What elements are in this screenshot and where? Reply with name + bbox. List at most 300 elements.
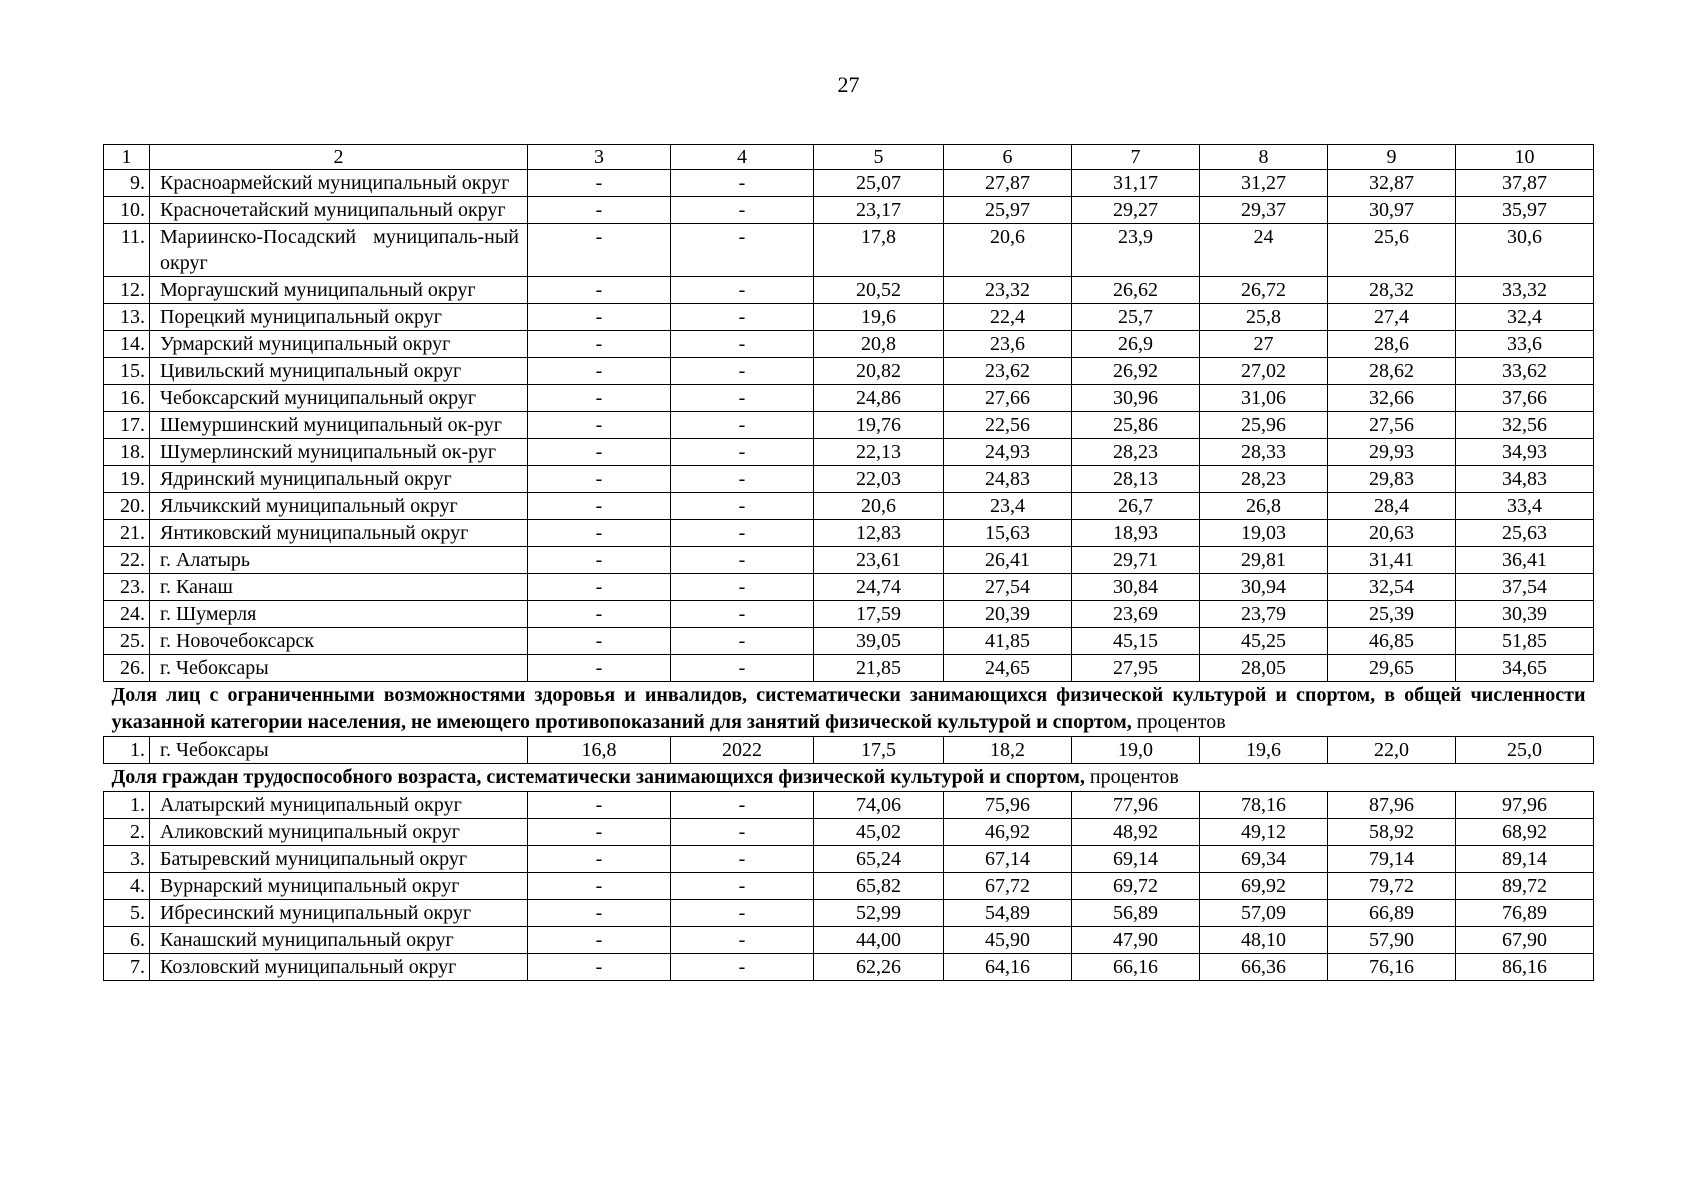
row-number: 14. — [104, 331, 150, 358]
target-value-col-6: 20,6 — [944, 224, 1072, 277]
municipality-name: Аликовский муниципальный округ — [150, 819, 528, 846]
baseline-value: - — [528, 493, 671, 520]
target-value-col-7: 69,72 — [1072, 873, 1200, 900]
municipality-name: Канашский муниципальный округ — [150, 927, 528, 954]
target-value-col-9: 32,66 — [1328, 385, 1456, 412]
target-value-col-9: 29,93 — [1328, 439, 1456, 466]
target-value-col-9: 28,4 — [1328, 493, 1456, 520]
section-header-row — [104, 682, 1594, 737]
row-number: 3. — [104, 846, 150, 873]
target-value-col-10: 97,96 — [1456, 792, 1594, 819]
target-value-col-6: 27,54 — [944, 574, 1072, 601]
target-value-col-8: 25,96 — [1200, 412, 1328, 439]
target-value-col-5: 20,6 — [814, 493, 944, 520]
target-value-col-9: 25,39 — [1328, 601, 1456, 628]
baseline-year: - — [671, 601, 814, 628]
row-number: 16. — [104, 385, 150, 412]
baseline-year: - — [671, 954, 814, 981]
target-value-col-5: 12,83 — [814, 520, 944, 547]
table-row — [104, 277, 1594, 304]
municipality-name: Цивильский муниципальный округ — [150, 358, 528, 385]
target-value-col-8: 28,05 — [1200, 655, 1328, 682]
baseline-value: - — [528, 331, 671, 358]
target-value-col-5: 65,24 — [814, 846, 944, 873]
row-number: 25. — [104, 628, 150, 655]
row-number: 10. — [104, 197, 150, 224]
target-value-col-6: 54,89 — [944, 900, 1072, 927]
target-value-col-6: 25,97 — [944, 197, 1072, 224]
baseline-year: - — [671, 547, 814, 574]
target-value-col-5: 17,5 — [814, 737, 944, 764]
target-value-col-6: 45,90 — [944, 927, 1072, 954]
table-row — [104, 304, 1594, 331]
target-value-col-7: 23,9 — [1072, 224, 1200, 277]
table-row — [104, 466, 1594, 493]
municipality-name: Красночетайский муниципальный округ — [150, 197, 528, 224]
baseline-year: - — [671, 197, 814, 224]
municipality-name: Мариинско-Посадский муниципаль-ный округ — [150, 224, 528, 277]
baseline-value: - — [528, 601, 671, 628]
target-value-col-10: 89,14 — [1456, 846, 1594, 873]
page-number: 27 — [837, 72, 860, 97]
baseline-year: - — [671, 846, 814, 873]
baseline-year: - — [671, 170, 814, 197]
municipality-name: Алатырский муниципальный округ — [150, 792, 528, 819]
target-value-col-10: 37,87 — [1456, 170, 1594, 197]
section-header-row — [104, 764, 1594, 792]
row-number: 18. — [104, 439, 150, 466]
target-value-col-10: 33,4 — [1456, 493, 1594, 520]
row-number: 15. — [104, 358, 150, 385]
section-unit: процентов — [1084, 766, 1179, 788]
baseline-value: - — [528, 954, 671, 981]
section-title-bold: Доля лиц с ограниченными возможностями здоровья и инвалидов, систематически занимающихся физической культурой и спортом, в общей численности указанной категории населения, не имеющего противопоказаний для занятий физической культурой и спортом, — [111, 684, 1586, 733]
target-value-col-9: 27,56 — [1328, 412, 1456, 439]
target-value-col-9: 28,62 — [1328, 358, 1456, 385]
baseline-value: - — [528, 358, 671, 385]
target-value-col-9: 25,6 — [1328, 224, 1456, 277]
table-row — [104, 927, 1594, 954]
target-value-col-10: 33,62 — [1456, 358, 1594, 385]
table-row — [104, 224, 1594, 277]
baseline-value: - — [528, 170, 671, 197]
header-row — [104, 145, 1594, 170]
table-row — [104, 520, 1594, 547]
column-number-3: 3 — [528, 145, 671, 170]
municipality-name: Козловский муниципальный округ — [150, 954, 528, 981]
target-value-col-5: 19,6 — [814, 304, 944, 331]
target-value-col-10: 33,6 — [1456, 331, 1594, 358]
row-number: 13. — [104, 304, 150, 331]
target-value-col-6: 23,6 — [944, 331, 1072, 358]
target-value-col-7: 28,23 — [1072, 439, 1200, 466]
target-value-col-6: 46,92 — [944, 819, 1072, 846]
target-value-col-7: 18,93 — [1072, 520, 1200, 547]
target-value-col-8: 27,02 — [1200, 358, 1328, 385]
row-number: 20. — [104, 493, 150, 520]
table-row — [104, 547, 1594, 574]
target-value-col-6: 22,4 — [944, 304, 1072, 331]
baseline-year: - — [671, 792, 814, 819]
target-value-col-6: 75,96 — [944, 792, 1072, 819]
target-value-col-8: 28,33 — [1200, 439, 1328, 466]
target-value-col-7: 26,9 — [1072, 331, 1200, 358]
target-value-col-10: 30,39 — [1456, 601, 1594, 628]
row-number: 5. — [104, 900, 150, 927]
target-value-col-7: 30,96 — [1072, 385, 1200, 412]
column-number-2: 2 — [150, 145, 528, 170]
municipality-name: Красноармейский муниципальный округ — [150, 170, 528, 197]
baseline-value: - — [528, 197, 671, 224]
target-value-col-8: 57,09 — [1200, 900, 1328, 927]
target-value-col-5: 65,82 — [814, 873, 944, 900]
target-value-col-9: 31,41 — [1328, 547, 1456, 574]
baseline-value: - — [528, 900, 671, 927]
table-row — [104, 493, 1594, 520]
target-value-col-5: 23,17 — [814, 197, 944, 224]
row-number: 22. — [104, 547, 150, 574]
target-value-col-6: 24,65 — [944, 655, 1072, 682]
target-value-col-9: 22,0 — [1328, 737, 1456, 764]
table-row — [104, 846, 1594, 873]
target-value-col-9: 58,92 — [1328, 819, 1456, 846]
municipality-name: г. Канаш — [150, 574, 528, 601]
column-number-1: 1 — [104, 145, 150, 170]
row-number: 12. — [104, 277, 150, 304]
baseline-value: - — [528, 628, 671, 655]
municipality-name: Моргаушский муниципальный округ — [150, 277, 528, 304]
baseline-value: - — [528, 520, 671, 547]
baseline-value: - — [528, 873, 671, 900]
baseline-year: - — [671, 927, 814, 954]
municipality-name: Ядринский муниципальный округ — [150, 466, 528, 493]
baseline-year: - — [671, 304, 814, 331]
target-value-col-7: 27,95 — [1072, 655, 1200, 682]
municipality-name: Шумерлинский муниципальный ок-руг — [150, 439, 528, 466]
target-value-col-9: 57,90 — [1328, 927, 1456, 954]
baseline-value: - — [528, 927, 671, 954]
target-value-col-5: 17,8 — [814, 224, 944, 277]
baseline-year: 2022 — [671, 737, 814, 764]
target-value-col-6: 23,4 — [944, 493, 1072, 520]
target-value-col-10: 32,4 — [1456, 304, 1594, 331]
target-value-col-8: 29,37 — [1200, 197, 1328, 224]
target-value-col-9: 29,65 — [1328, 655, 1456, 682]
baseline-year: - — [671, 900, 814, 927]
target-value-col-7: 26,7 — [1072, 493, 1200, 520]
target-value-col-10: 32,56 — [1456, 412, 1594, 439]
table-row — [104, 601, 1594, 628]
table-row — [104, 170, 1594, 197]
baseline-year: - — [671, 224, 814, 277]
row-number: 4. — [104, 873, 150, 900]
target-value-col-9: 32,54 — [1328, 574, 1456, 601]
target-value-col-7: 77,96 — [1072, 792, 1200, 819]
baseline-value: - — [528, 412, 671, 439]
target-value-col-7: 23,69 — [1072, 601, 1200, 628]
baseline-value: - — [528, 466, 671, 493]
target-value-col-9: 29,83 — [1328, 466, 1456, 493]
target-value-col-8: 24 — [1200, 224, 1328, 277]
target-value-col-7: 25,7 — [1072, 304, 1200, 331]
municipality-name: Яльчикский муниципальный округ — [150, 493, 528, 520]
baseline-value: - — [528, 277, 671, 304]
target-value-col-7: 66,16 — [1072, 954, 1200, 981]
target-value-col-5: 62,26 — [814, 954, 944, 981]
row-number: 21. — [104, 520, 150, 547]
target-value-col-5: 45,02 — [814, 819, 944, 846]
target-value-col-5: 24,74 — [814, 574, 944, 601]
baseline-year: - — [671, 819, 814, 846]
target-value-col-8: 30,94 — [1200, 574, 1328, 601]
row-number: 7. — [104, 954, 150, 981]
target-value-col-8: 69,92 — [1200, 873, 1328, 900]
target-value-col-8: 25,8 — [1200, 304, 1328, 331]
target-value-col-6: 67,14 — [944, 846, 1072, 873]
row-number: 6. — [104, 927, 150, 954]
table-row — [104, 628, 1594, 655]
baseline-year: - — [671, 873, 814, 900]
target-value-col-10: 34,93 — [1456, 439, 1594, 466]
target-value-col-5: 20,82 — [814, 358, 944, 385]
baseline-value: - — [528, 655, 671, 682]
table-row — [104, 655, 1594, 682]
municipality-name: г. Чебоксары — [150, 737, 528, 764]
municipality-name: г. Новочебоксарск — [150, 628, 528, 655]
column-number-5: 5 — [814, 145, 944, 170]
target-value-col-9: 30,97 — [1328, 197, 1456, 224]
row-number: 11. — [104, 224, 150, 277]
target-value-col-8: 69,34 — [1200, 846, 1328, 873]
column-number-10: 10 — [1456, 145, 1594, 170]
table-row — [104, 412, 1594, 439]
target-value-col-10: 25,63 — [1456, 520, 1594, 547]
target-value-col-10: 89,72 — [1456, 873, 1594, 900]
row-number: 1. — [104, 792, 150, 819]
target-value-col-7: 25,86 — [1072, 412, 1200, 439]
municipality-name: Вурнарский муниципальный округ — [150, 873, 528, 900]
target-value-col-5: 17,59 — [814, 601, 944, 628]
row-number: 26. — [104, 655, 150, 682]
target-value-col-7: 30,84 — [1072, 574, 1200, 601]
column-number-7: 7 — [1072, 145, 1200, 170]
column-number-8: 8 — [1200, 145, 1328, 170]
baseline-value: 16,8 — [528, 737, 671, 764]
target-value-col-6: 24,83 — [944, 466, 1072, 493]
target-value-col-6: 27,87 — [944, 170, 1072, 197]
municipality-name: Янтиковский муниципальный округ — [150, 520, 528, 547]
target-value-col-9: 27,4 — [1328, 304, 1456, 331]
target-value-col-8: 19,6 — [1200, 737, 1328, 764]
target-value-col-9: 28,6 — [1328, 331, 1456, 358]
baseline-value: - — [528, 224, 671, 277]
target-value-col-6: 22,56 — [944, 412, 1072, 439]
table-row — [104, 737, 1594, 764]
target-value-col-5: 20,52 — [814, 277, 944, 304]
target-value-col-10: 37,66 — [1456, 385, 1594, 412]
row-number: 9. — [104, 170, 150, 197]
target-value-col-10: 35,97 — [1456, 197, 1594, 224]
target-value-col-9: 87,96 — [1328, 792, 1456, 819]
row-number: 1. — [104, 737, 150, 764]
target-value-col-8: 48,10 — [1200, 927, 1328, 954]
table-row — [104, 792, 1594, 819]
column-number-4: 4 — [671, 145, 814, 170]
target-value-col-5: 22,03 — [814, 466, 944, 493]
municipality-name: Ибресинский муниципальный округ — [150, 900, 528, 927]
target-value-col-8: 28,23 — [1200, 466, 1328, 493]
baseline-value: - — [528, 304, 671, 331]
target-value-col-6: 24,93 — [944, 439, 1072, 466]
column-number-9: 9 — [1328, 145, 1456, 170]
baseline-year: - — [671, 574, 814, 601]
target-value-col-10: 67,90 — [1456, 927, 1594, 954]
target-value-col-7: 26,92 — [1072, 358, 1200, 385]
target-value-col-8: 26,72 — [1200, 277, 1328, 304]
target-value-col-5: 74,06 — [814, 792, 944, 819]
target-value-col-10: 76,89 — [1456, 900, 1594, 927]
target-value-col-8: 23,79 — [1200, 601, 1328, 628]
target-value-col-6: 26,41 — [944, 547, 1072, 574]
section-unit: процентов — [1131, 711, 1226, 733]
target-value-col-8: 19,03 — [1200, 520, 1328, 547]
baseline-year: - — [671, 520, 814, 547]
target-value-col-5: 22,13 — [814, 439, 944, 466]
baseline-year: - — [671, 655, 814, 682]
row-number: 23. — [104, 574, 150, 601]
baseline-value: - — [528, 547, 671, 574]
target-value-col-8: 78,16 — [1200, 792, 1328, 819]
municipality-name: Чебоксарский муниципальный округ — [150, 385, 528, 412]
target-value-col-10: 36,41 — [1456, 547, 1594, 574]
baseline-year: - — [671, 277, 814, 304]
target-value-col-7: 26,62 — [1072, 277, 1200, 304]
baseline-value: - — [528, 792, 671, 819]
municipality-name: г. Шумерля — [150, 601, 528, 628]
municipality-name: г. Чебоксары — [150, 655, 528, 682]
baseline-value: - — [528, 385, 671, 412]
target-value-col-10: 30,6 — [1456, 224, 1594, 277]
baseline-value: - — [528, 574, 671, 601]
baseline-year: - — [671, 466, 814, 493]
municipality-name: Урмарский муниципальный округ — [150, 331, 528, 358]
target-value-col-9: 32,87 — [1328, 170, 1456, 197]
target-value-col-8: 31,06 — [1200, 385, 1328, 412]
target-value-col-9: 79,14 — [1328, 846, 1456, 873]
municipality-name: Шемуршинский муниципальный ок-руг — [150, 412, 528, 439]
target-value-col-9: 79,72 — [1328, 873, 1456, 900]
target-value-col-5: 24,86 — [814, 385, 944, 412]
target-value-col-10: 34,83 — [1456, 466, 1594, 493]
target-value-col-8: 66,36 — [1200, 954, 1328, 981]
row-number: 2. — [104, 819, 150, 846]
target-value-col-7: 19,0 — [1072, 737, 1200, 764]
target-value-col-8: 26,8 — [1200, 493, 1328, 520]
target-value-col-7: 48,92 — [1072, 819, 1200, 846]
table-row — [104, 197, 1594, 224]
target-value-col-5: 39,05 — [814, 628, 944, 655]
table-row — [104, 900, 1594, 927]
target-value-col-5: 44,00 — [814, 927, 944, 954]
target-value-col-6: 27,66 — [944, 385, 1072, 412]
table-body — [104, 145, 1594, 981]
target-value-col-10: 86,16 — [1456, 954, 1594, 981]
target-value-col-6: 64,16 — [944, 954, 1072, 981]
target-value-col-9: 66,89 — [1328, 900, 1456, 927]
section-title — [104, 764, 1594, 792]
target-value-col-9: 20,63 — [1328, 520, 1456, 547]
target-value-col-7: 56,89 — [1072, 900, 1200, 927]
baseline-year: - — [671, 439, 814, 466]
table-row — [104, 331, 1594, 358]
target-value-col-10: 25,0 — [1456, 737, 1594, 764]
target-value-col-5: 23,61 — [814, 547, 944, 574]
municipality-name: г. Алатырь — [150, 547, 528, 574]
baseline-value: - — [528, 819, 671, 846]
target-value-col-10: 68,92 — [1456, 819, 1594, 846]
baseline-year: - — [671, 385, 814, 412]
target-value-col-8: 31,27 — [1200, 170, 1328, 197]
target-value-col-6: 18,2 — [944, 737, 1072, 764]
target-value-col-6: 67,72 — [944, 873, 1072, 900]
baseline-year: - — [671, 412, 814, 439]
target-value-col-9: 46,85 — [1328, 628, 1456, 655]
column-number-6: 6 — [944, 145, 1072, 170]
target-value-col-9: 76,16 — [1328, 954, 1456, 981]
target-value-col-5: 21,85 — [814, 655, 944, 682]
target-value-col-10: 37,54 — [1456, 574, 1594, 601]
baseline-year: - — [671, 331, 814, 358]
target-value-col-10: 33,32 — [1456, 277, 1594, 304]
table-row — [104, 574, 1594, 601]
target-value-col-7: 47,90 — [1072, 927, 1200, 954]
table-row — [104, 954, 1594, 981]
target-value-col-6: 41,85 — [944, 628, 1072, 655]
target-value-col-8: 27 — [1200, 331, 1328, 358]
target-value-col-5: 25,07 — [814, 170, 944, 197]
target-value-col-7: 29,71 — [1072, 547, 1200, 574]
row-number: 19. — [104, 466, 150, 493]
baseline-value: - — [528, 846, 671, 873]
target-value-col-8: 49,12 — [1200, 819, 1328, 846]
target-value-col-10: 34,65 — [1456, 655, 1594, 682]
row-number: 17. — [104, 412, 150, 439]
baseline-year: - — [671, 493, 814, 520]
section-title — [104, 682, 1594, 737]
table-row — [104, 358, 1594, 385]
target-value-col-7: 28,13 — [1072, 466, 1200, 493]
table-row — [104, 819, 1594, 846]
target-value-col-7: 69,14 — [1072, 846, 1200, 873]
table-row — [104, 873, 1594, 900]
municipality-name: Батыревский муниципальный округ — [150, 846, 528, 873]
target-value-col-7: 45,15 — [1072, 628, 1200, 655]
target-value-col-6: 15,63 — [944, 520, 1072, 547]
target-value-col-6: 20,39 — [944, 601, 1072, 628]
target-value-col-7: 31,17 — [1072, 170, 1200, 197]
row-number: 24. — [104, 601, 150, 628]
target-value-col-5: 52,99 — [814, 900, 944, 927]
target-value-col-5: 20,8 — [814, 331, 944, 358]
target-value-col-8: 29,81 — [1200, 547, 1328, 574]
baseline-year: - — [671, 628, 814, 655]
target-value-col-7: 29,27 — [1072, 197, 1200, 224]
baseline-year: - — [671, 358, 814, 385]
municipality-name: Порецкий муниципальный округ — [150, 304, 528, 331]
table-row — [104, 385, 1594, 412]
section-title-bold: Доля граждан трудоспособного возраста, систематически занимающихся физической культурой и спортом, — [111, 766, 1085, 788]
target-value-col-10: 51,85 — [1456, 628, 1594, 655]
